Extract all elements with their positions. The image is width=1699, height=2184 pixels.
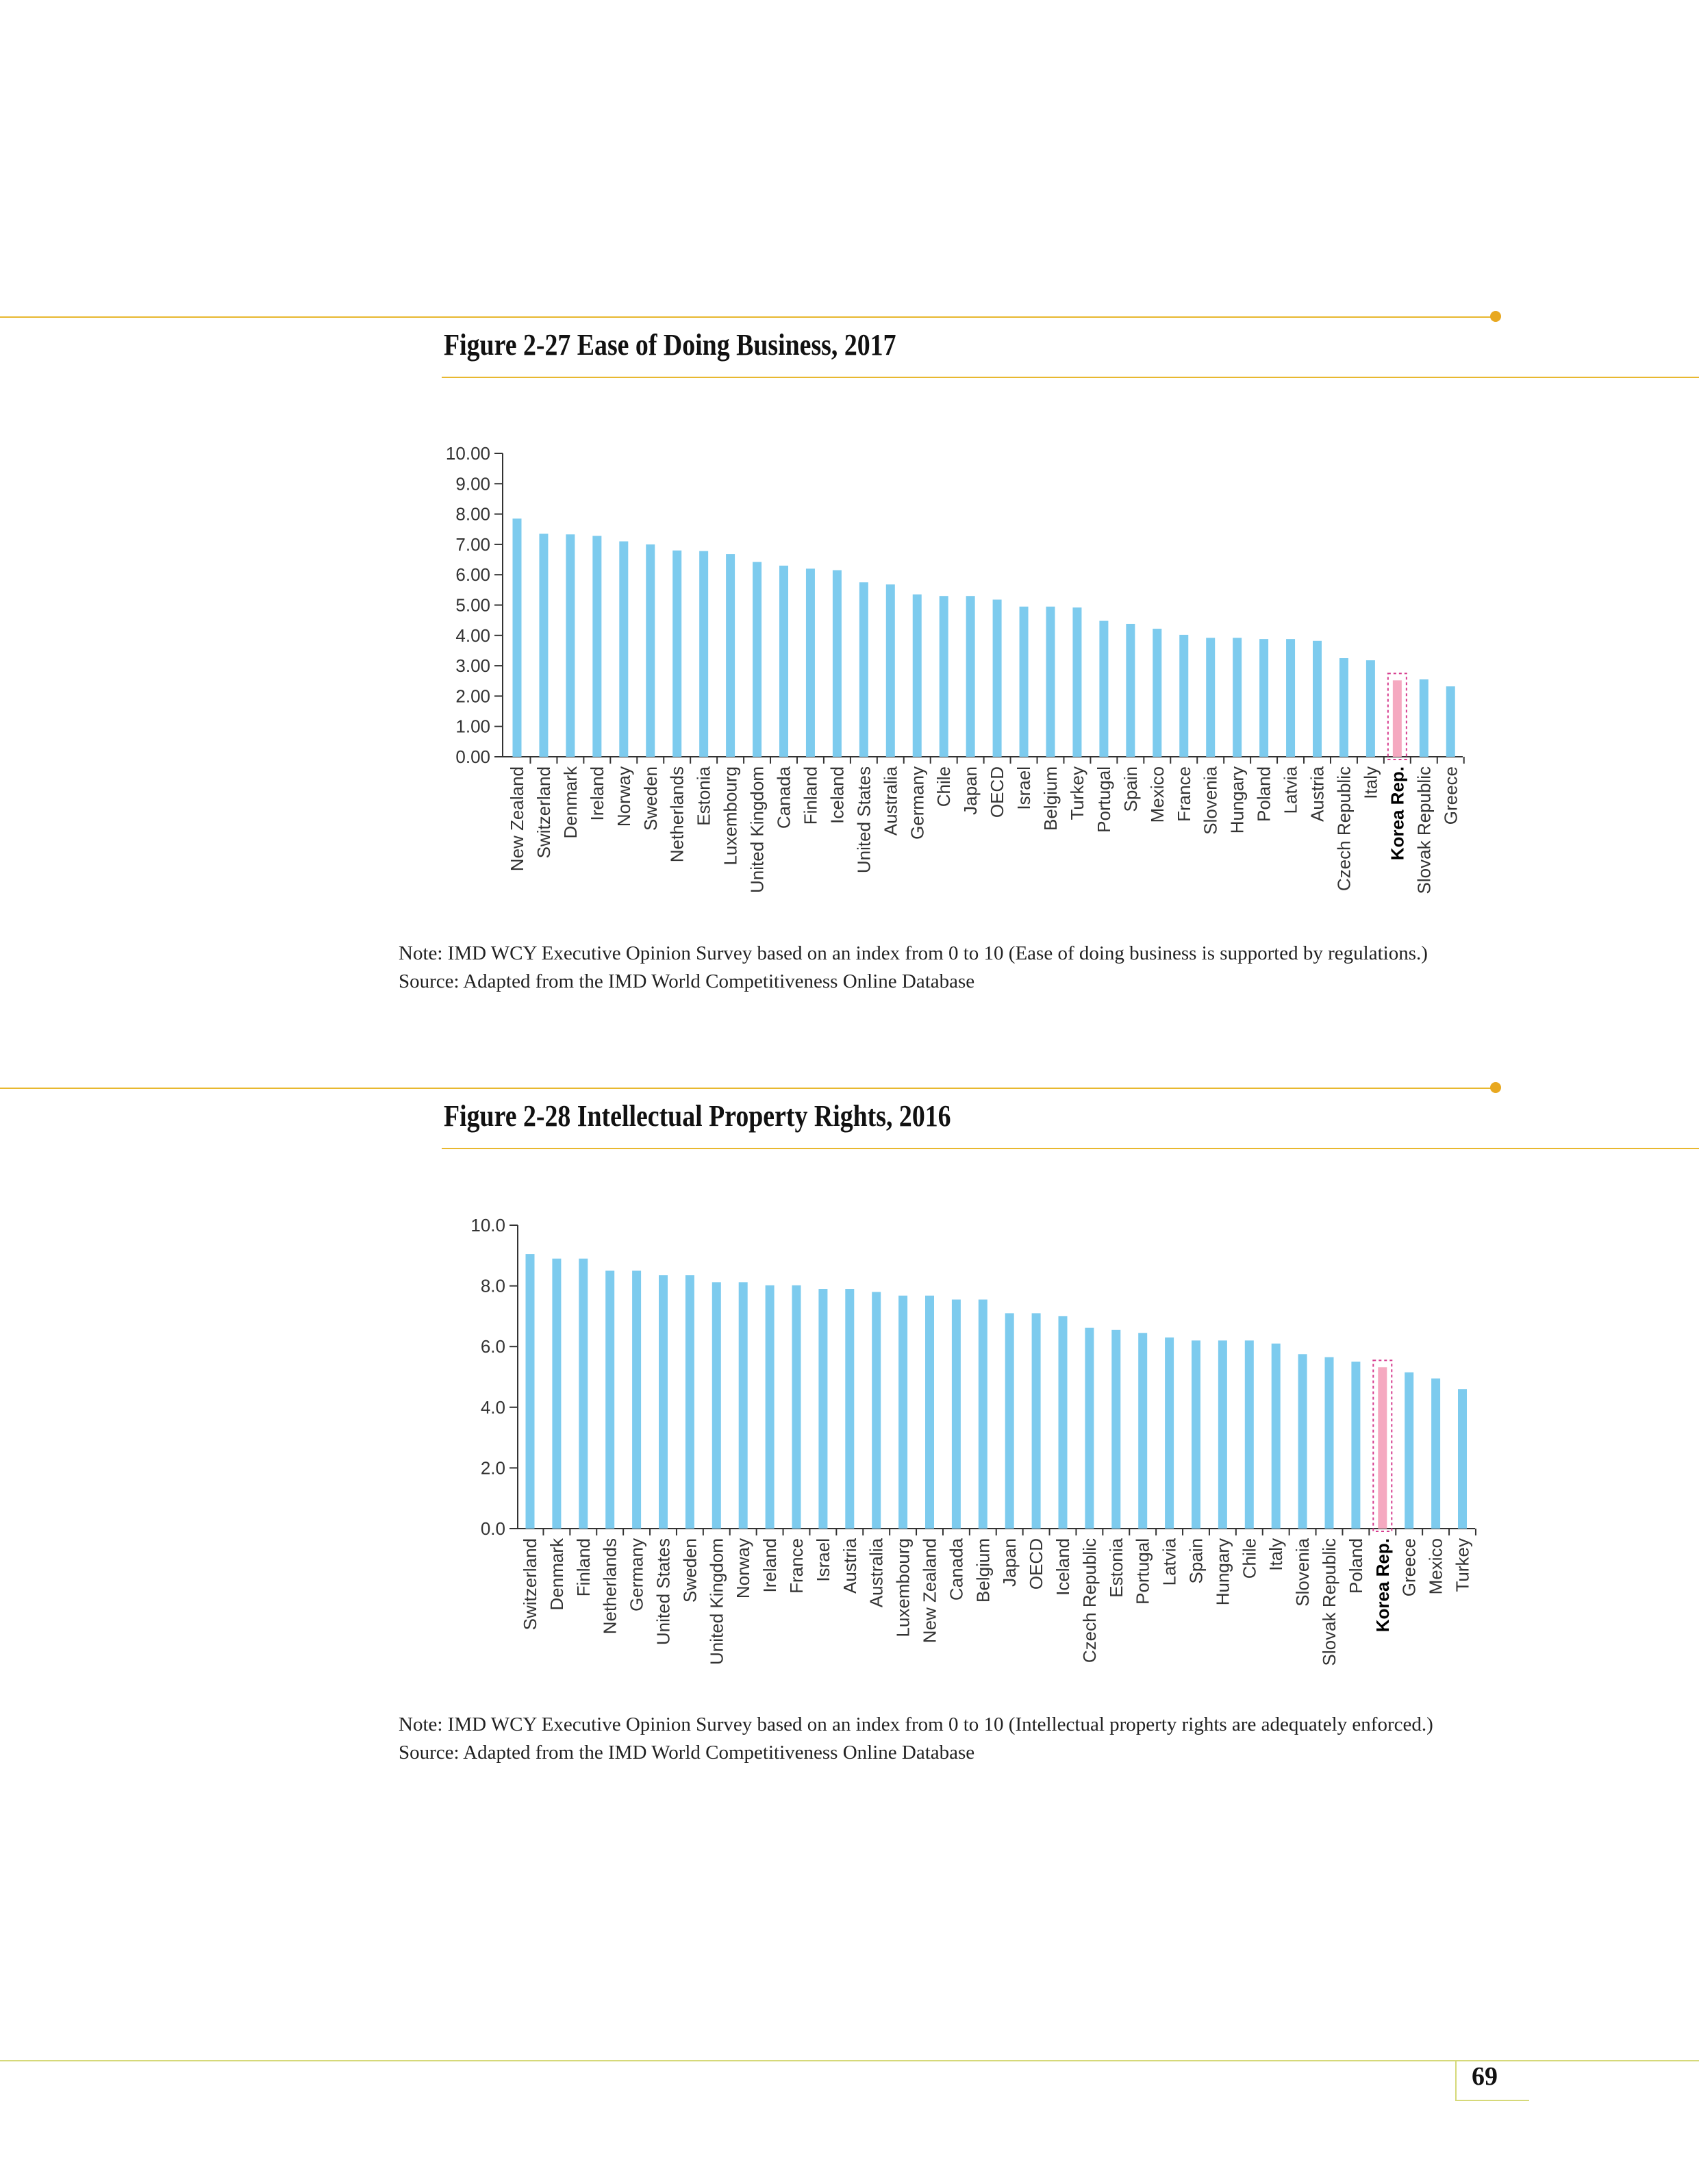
x-tick-label: Italy: [1266, 1538, 1287, 1571]
bar: [925, 1296, 934, 1529]
x-tick-label: Mexico: [1425, 1538, 1446, 1595]
y-tick-label: 8.0: [480, 1275, 505, 1296]
x-tick-label: Chile: [933, 766, 955, 807]
bar: [1366, 660, 1375, 757]
bar: [979, 1300, 987, 1529]
source-text-1: Source: Adapted from the IMD World Competitiveness Online Database: [399, 970, 975, 992]
y-tick-label: 6.0: [480, 1336, 505, 1357]
bar: [1420, 679, 1429, 757]
bar: [1072, 607, 1081, 757]
footer-rule: [0, 2060, 1699, 2061]
bar: [739, 1282, 748, 1529]
bar: [1233, 638, 1242, 757]
x-tick-label: Estonia: [1105, 1538, 1127, 1598]
figure-note-1: [399, 940, 1428, 996]
bar: [1032, 1313, 1041, 1529]
title-underline-1: [442, 377, 1699, 378]
y-tick-label: 9.00: [455, 473, 490, 494]
x-tick-label: Spain: [1120, 766, 1141, 812]
x-tick-label: France: [1173, 766, 1194, 822]
x-tick-label: Israel: [1014, 766, 1035, 810]
bar: [1192, 1340, 1200, 1529]
bar: [913, 594, 922, 757]
x-tick-label: New Zealand: [919, 1538, 940, 1644]
y-tick-label: 4.0: [480, 1396, 505, 1418]
bar: [779, 566, 788, 757]
bar: [1046, 607, 1055, 757]
x-tick-label: Italy: [1360, 766, 1381, 799]
bar: [712, 1282, 721, 1529]
y-tick-label: 0.0: [480, 1518, 505, 1539]
x-tick-label: Japan: [999, 1538, 1020, 1587]
bar: [1325, 1357, 1334, 1529]
x-tick-label: Portugal: [1093, 766, 1114, 833]
bar: [952, 1300, 961, 1529]
x-tick-label: Mexico: [1146, 766, 1168, 823]
x-tick-label: United States: [653, 1538, 674, 1646]
x-tick-label: Australia: [866, 1538, 887, 1608]
y-tick-label: 2.00: [455, 686, 490, 707]
x-tick-label: Spain: [1185, 1538, 1207, 1584]
x-tick-label: Turkey: [1452, 1538, 1473, 1592]
bar: [552, 1259, 561, 1529]
bar: [1446, 686, 1455, 757]
x-tick-label: United Kingdom: [746, 766, 768, 893]
x-tick-label: New Zealand: [507, 766, 527, 872]
x-tick-label: Chile: [1239, 1538, 1260, 1579]
bar: [1020, 607, 1029, 757]
source-text-2: Source: Adapted from the IMD World Competitiveness Online Database: [399, 1742, 975, 1763]
y-tick-label: 1.00: [455, 716, 490, 737]
x-tick-label: Iceland: [1053, 1538, 1073, 1596]
x-tick-label: Finland: [800, 766, 821, 825]
title-underline-2: [442, 1148, 1699, 1149]
bar: [1378, 1367, 1387, 1529]
x-tick-label: OECD: [987, 766, 1008, 818]
x-tick-label: Estonia: [693, 766, 714, 826]
x-tick-label: Latvia: [1280, 766, 1301, 814]
x-tick-label: Slovak Republic: [1413, 766, 1435, 894]
bar: [1431, 1379, 1440, 1529]
bar: [1111, 1330, 1120, 1529]
bar: [1458, 1389, 1467, 1529]
bar: [898, 1296, 907, 1529]
bar: [1153, 629, 1161, 757]
bar: [1218, 1340, 1227, 1529]
x-tick-label: Canada: [946, 1538, 967, 1601]
x-tick-label: Iceland: [827, 766, 848, 824]
x-tick-label: Finland: [572, 1538, 594, 1597]
bar: [1085, 1328, 1094, 1529]
bar: [845, 1289, 854, 1529]
bar: [513, 518, 522, 757]
y-tick-label: 8.00: [455, 503, 490, 525]
y-tick-label: 6.00: [455, 564, 490, 586]
x-tick-label: Australia: [880, 766, 901, 836]
x-tick-label: Netherlands: [599, 1538, 620, 1635]
x-tick-label: Slovenia: [1200, 766, 1221, 835]
y-tick-label: 3.00: [455, 655, 490, 677]
bar: [792, 1285, 801, 1529]
bar: [766, 1285, 775, 1529]
bar: [1405, 1372, 1413, 1529]
bar: [539, 534, 548, 757]
section-dot-2: [1490, 1082, 1501, 1093]
bar: [1393, 680, 1402, 757]
bar: [1351, 1361, 1360, 1529]
bar: [993, 600, 1002, 757]
section-rule-1: [0, 316, 1495, 318]
bar: [1298, 1354, 1307, 1529]
x-tick-label: OECD: [1026, 1538, 1047, 1590]
x-tick-label: Germany: [907, 766, 928, 840]
bar: [806, 568, 815, 757]
bar: [886, 584, 895, 757]
x-tick-label: Denmark: [546, 1538, 567, 1611]
section-rule-2: [0, 1088, 1495, 1089]
bar: [940, 596, 948, 757]
x-tick-label: Latvia: [1159, 1538, 1180, 1586]
bar: [592, 536, 601, 757]
x-tick-label: Luxembourg: [720, 766, 741, 866]
bar: [872, 1292, 881, 1529]
y-tick-label: 10.0: [470, 1215, 505, 1235]
x-tick-label: Israel: [812, 1538, 833, 1582]
bar: [632, 1270, 641, 1529]
y-tick-label: 2.0: [480, 1457, 505, 1479]
bar: [726, 554, 735, 757]
bar: [833, 570, 842, 757]
x-tick-label: Slovak Republic: [1319, 1538, 1339, 1666]
x-tick-label: Korea Rep.: [1387, 766, 1408, 861]
y-tick-label: 7.00: [455, 534, 490, 555]
x-tick-label: Austria: [839, 1538, 860, 1594]
bar: [753, 562, 762, 757]
x-tick-label: Greece: [1440, 766, 1461, 825]
x-tick-label: Ireland: [586, 766, 607, 821]
figure-note-2: [399, 1711, 1433, 1767]
x-tick-label: Belgium: [1040, 766, 1061, 831]
bar: [659, 1275, 668, 1529]
bar: [566, 534, 575, 757]
bar: [619, 541, 628, 757]
y-tick-label: 5.00: [455, 594, 490, 616]
x-tick-label: Netherlands: [666, 766, 688, 863]
bar: [1286, 639, 1295, 757]
x-tick-label: Greece: [1398, 1538, 1420, 1597]
bar: [1339, 658, 1348, 757]
bar: [646, 544, 655, 757]
bar: [605, 1270, 614, 1529]
bar: [818, 1289, 827, 1529]
bar: [699, 551, 708, 757]
x-tick-label: Luxembourg: [892, 1538, 914, 1637]
x-tick-label: Switzerland: [520, 1538, 540, 1631]
x-tick-label: Korea Rep.: [1372, 1538, 1393, 1633]
bar: [526, 1254, 535, 1529]
bar: [966, 596, 975, 757]
chart-intellectual-property-rights: [0, 1205, 1699, 1685]
bar: [1179, 635, 1188, 757]
note-text-2: Note: IMD WCY Executive Opinion Survey based on an index from 0 to 10 (Intellectual property rights are adequately enforced.): [399, 1714, 1433, 1735]
x-tick-label: Denmark: [559, 766, 581, 839]
bar: [1005, 1313, 1014, 1529]
x-tick-label: Belgium: [972, 1538, 994, 1603]
bar: [1245, 1340, 1254, 1529]
x-tick-label: Ireland: [759, 1538, 781, 1593]
x-tick-label: Austria: [1307, 766, 1328, 822]
y-tick-label: 4.00: [455, 625, 490, 646]
x-tick-label: Czech Republic: [1333, 766, 1355, 892]
x-tick-label: Sweden: [640, 766, 661, 831]
figure-title-2: Figure 2-28 Intellectual Property Rights, 2016: [444, 1099, 951, 1133]
figure-title-1: Figure 2-27 Ease of Doing Business, 2017: [444, 328, 896, 362]
x-tick-label: Norway: [733, 1538, 754, 1599]
x-tick-label: Portugal: [1132, 1538, 1153, 1605]
bar: [1126, 624, 1135, 757]
x-tick-label: United Kingdom: [706, 1538, 727, 1665]
section-dot-1: [1490, 311, 1501, 322]
bar: [685, 1275, 694, 1529]
x-tick-label: Poland: [1253, 766, 1274, 822]
x-tick-label: Czech Republic: [1079, 1538, 1100, 1664]
x-tick-label: Poland: [1345, 1538, 1366, 1594]
x-tick-label: Sweden: [679, 1538, 701, 1603]
x-tick-label: Germany: [626, 1538, 647, 1611]
bar: [1272, 1344, 1281, 1529]
bar: [859, 582, 868, 757]
y-tick-label: 10.00: [445, 443, 490, 464]
x-tick-label: Hungary: [1226, 766, 1248, 834]
bar: [672, 551, 681, 757]
bar: [579, 1259, 588, 1529]
x-tick-label: Japan: [960, 766, 981, 815]
x-tick-label: Hungary: [1212, 1538, 1233, 1606]
bar: [1313, 641, 1322, 757]
page-number: 69: [1472, 2062, 1498, 2091]
x-tick-label: Turkey: [1066, 766, 1087, 820]
bar: [1099, 621, 1108, 757]
bar: [1259, 639, 1268, 757]
bar: [1165, 1338, 1174, 1529]
y-tick-label: 0.00: [455, 746, 490, 767]
bar: [1138, 1333, 1147, 1529]
x-tick-label: Switzerland: [533, 766, 554, 859]
chart-ease-of-doing-business: [0, 425, 1699, 904]
x-tick-label: Slovenia: [1292, 1538, 1313, 1607]
x-tick-label: France: [786, 1538, 807, 1594]
x-tick-label: Norway: [613, 766, 634, 827]
bar: [1059, 1316, 1068, 1529]
x-tick-label: United States: [853, 766, 874, 874]
x-tick-label: Canada: [773, 766, 794, 829]
bar: [1206, 638, 1215, 757]
note-text-1: Note: IMD WCY Executive Opinion Survey based on an index from 0 to 10 (Ease of doing business is supported by regulations.): [399, 942, 1428, 964]
